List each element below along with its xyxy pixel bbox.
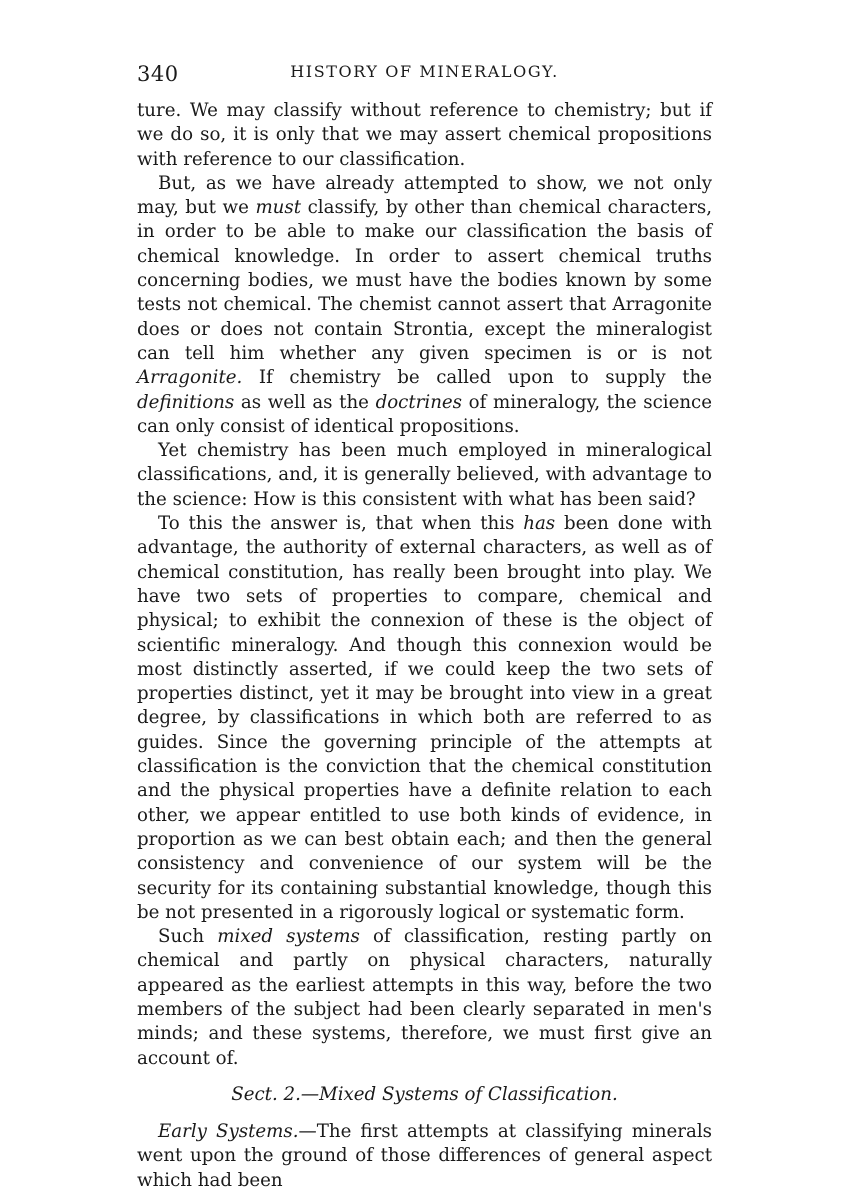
page-header bbox=[137, 62, 712, 88]
text-run: —The first attempts at classifying minerals went upon the ground of those differences of general aspect which had been bbox=[137, 1121, 712, 1191]
italic-text: Arragonite. bbox=[137, 367, 243, 389]
text-run: of classification, resting partly on chemical and partly on physical characters, naturally appeared as the earliest attempts in this way, before the two members of the subject had been clearly separated in men's minds; and these systems, therefore, we must first give an account of. bbox=[137, 926, 712, 1069]
paragraph bbox=[137, 512, 712, 925]
text-run: To this the answer is, that when this bbox=[158, 513, 524, 535]
italic-text: definitions bbox=[137, 391, 235, 413]
italic-text: doctrines bbox=[375, 391, 463, 413]
text-run: of mineralogy, the science can only consist of identical propositions. bbox=[137, 391, 712, 437]
italic-text: Early Systems. bbox=[158, 1121, 299, 1143]
italic-text: has bbox=[523, 513, 556, 535]
text-run: Yet chemistry has been much employed in mineralogical classifications, and, it is generally believed, with advantage to the science: How is this consistent with what has been said? bbox=[137, 440, 712, 510]
italic-text: must bbox=[255, 197, 302, 219]
paragraph bbox=[137, 439, 712, 512]
page-number: 340 bbox=[137, 62, 179, 86]
running-title: HISTORY OF MINERALOGY. bbox=[290, 62, 559, 81]
paragraph bbox=[137, 172, 712, 439]
paragraph bbox=[137, 1120, 712, 1193]
text-run: as well as the bbox=[234, 391, 376, 413]
text-run: But, as we have already attempted to show, we not only may, but we bbox=[137, 172, 712, 219]
text-run: been done with advantage, the authority of external characters, as well as of chemical constitution, has really been brought into play. We have two sets of properties to compare, chemical and physical; to exhibit the connexion of these is the object of scientific mineralogy. And though this connexion would be most distinctly asserted, if we could keep the two sets of properties distinct, yet it may be brought into view in a great degree, by classifications in which both are referred to as guides. Since the governing principle of the attempts at classification is the conviction that the chemical constitution and the physical properties have a definite relation to each other, we appear entitled to use both kinds of evidence, in proportion as we can best obtain each; and then the general consistency and convenience of our system will be the security for its containing substantial knowledge, though this be not presented in a rigorously logical or systematic form. bbox=[137, 513, 712, 923]
text-run: Such bbox=[158, 926, 218, 948]
text-run: ture. We may classify without reference to chemistry; but if we do so, it is only that we may assert chemical propositions with reference to our classification. bbox=[137, 100, 712, 170]
italic-text: mixed systems bbox=[217, 926, 360, 948]
body-text bbox=[137, 99, 712, 1193]
paragraph bbox=[137, 925, 712, 1071]
section-heading: Sect. 2.—Mixed Systems of Classification. bbox=[231, 1083, 618, 1105]
paragraph-continuation bbox=[137, 99, 712, 172]
text-run: If chemistry be called upon to supply the bbox=[242, 367, 712, 389]
text-run: classify, by other than chemical characters, in order to be able to make our classification the basis of chemical knowledge. In order to assert chemical truths concerning bodies, we must have the bodies known by some tests not chemical. The chemist cannot assert that Arragonite does or does not contain Strontia, except the mineralogist can tell him whether any given specimen is or is not bbox=[137, 197, 712, 364]
